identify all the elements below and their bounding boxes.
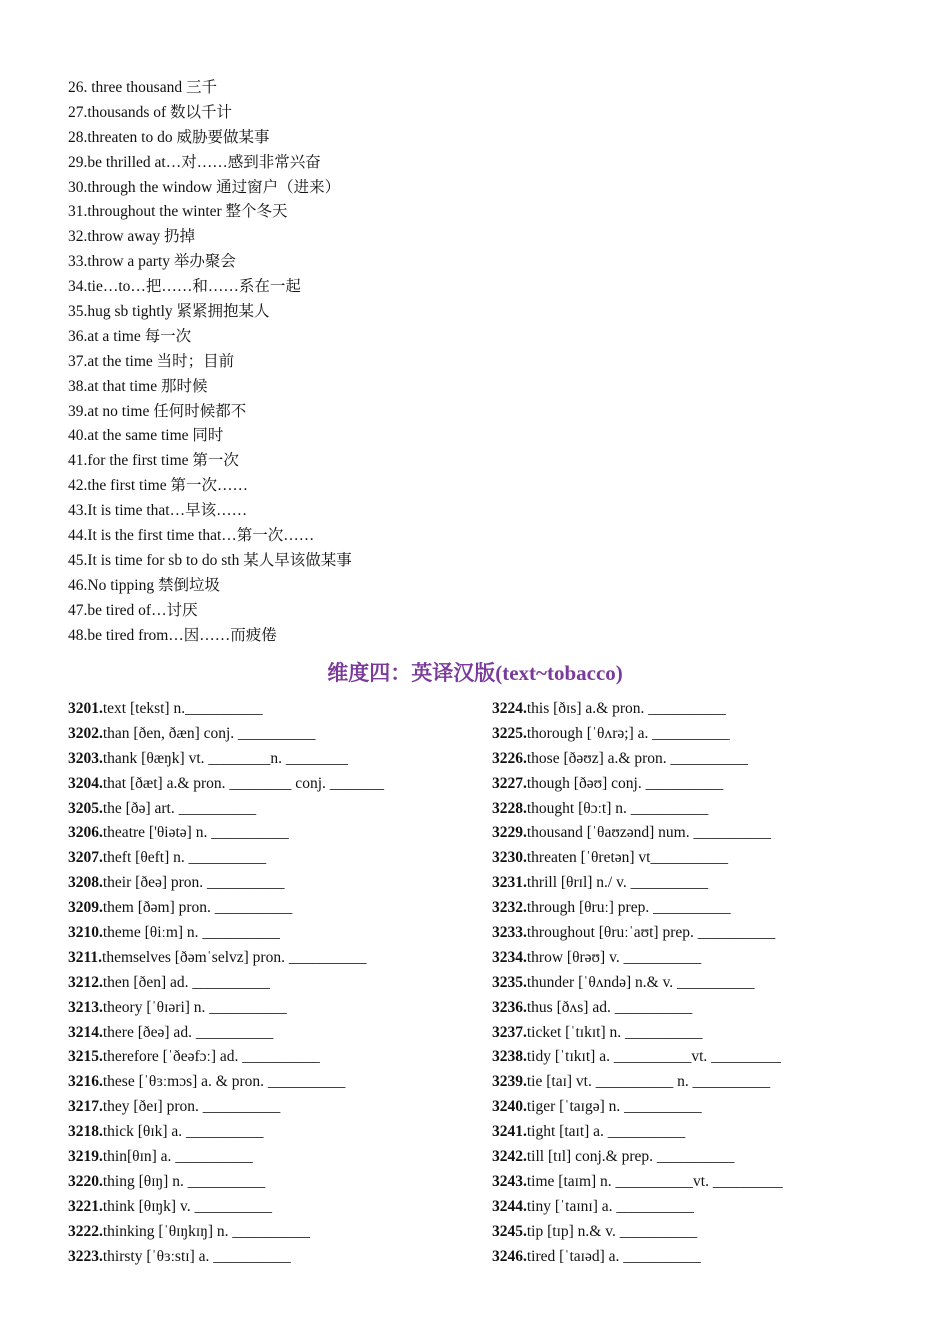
vocab-entry: their [ðeə] pron. __________ — [102, 874, 285, 892]
vocab-number: 3207. — [68, 849, 103, 867]
vocab-number: 3202. — [68, 724, 103, 742]
phrase-item: 26. three thousand 三千 — [68, 79, 217, 96]
vocab-entry: thorough [ˈθʌrə;] a. __________ — [526, 724, 730, 742]
vocab-number: 3214. — [68, 1023, 103, 1041]
vocab-entry: thunder [ˈθʌndə] n.& v. __________ — [526, 973, 755, 991]
vocab-entry: theme [θiːm] n. __________ — [102, 924, 280, 942]
vocab-entry: thin[θɪn] a. __________ — [102, 1148, 253, 1166]
vocab-item — [68, 1145, 384, 1170]
phrase-item: 44.It is the first time that…第一次…… — [68, 527, 315, 545]
vocab-list-right — [492, 697, 783, 1269]
vocab-entry: there [ðeə] ad. __________ — [102, 1023, 274, 1041]
vocab-number: 3238. — [492, 1048, 527, 1066]
vocab-entry: theft [θeft] n. __________ — [102, 849, 267, 867]
vocab-item — [68, 747, 384, 772]
vocab-entry: then [ðen] ad. __________ — [102, 973, 270, 991]
vocab-item — [492, 1195, 783, 1220]
vocab-number: 3228. — [492, 799, 527, 817]
vocab-entry: theatre ['θiətə] n. __________ — [102, 824, 289, 842]
vocab-item — [68, 722, 384, 747]
vocab-number: 3206. — [68, 824, 103, 842]
vocab-entry: this [ðɪs] a.& pron. __________ — [526, 700, 726, 717]
vocab-entry: these [ˈθɜːmɔs] a. & pron. __________ — [102, 1073, 346, 1091]
vocab-item — [68, 821, 384, 846]
vocab-number: 3230. — [492, 849, 527, 867]
phrase-item: 35.hug sb tightly 紧紧拥抱某人 — [68, 303, 270, 321]
vocab-number: 3219. — [68, 1148, 103, 1166]
vocab-entry: ticket [ˈtɪkɪt] n. __________ — [526, 1023, 703, 1041]
vocab-number: 3245. — [492, 1222, 527, 1240]
vocab-item — [68, 1170, 384, 1195]
phrase-item: 36.at a time 每一次 — [68, 327, 192, 345]
section-title: 维度四：英译汉版(text~tobacco) — [327, 661, 623, 685]
vocab-item — [68, 1070, 384, 1095]
vocab-item — [492, 772, 783, 797]
vocab-item — [492, 996, 783, 1021]
vocab-item — [492, 921, 783, 946]
phrase-item: 41.for the first time 第一次 — [68, 452, 239, 470]
vocab-entry: throw [θrəʊ] v. __________ — [526, 948, 702, 966]
vocab-number: 3223. — [68, 1247, 103, 1265]
vocab-entry: tip [tɪp] n.& v. __________ — [526, 1222, 698, 1240]
vocab-item — [492, 1145, 783, 1170]
vocab-number: 3208. — [68, 874, 103, 892]
vocab-number: 3220. — [68, 1172, 103, 1190]
vocab-entry: text [tekst] n.__________ — [102, 700, 263, 717]
vocab-item — [492, 1095, 783, 1120]
phrase-item: 37.at the time 当时；目前 — [68, 352, 235, 370]
vocab-entry: tiger [ˈtaɪgə] n. __________ — [526, 1098, 702, 1116]
vocab-item — [492, 971, 783, 996]
vocab-list-left — [68, 697, 384, 1269]
vocab-number: 3218. — [68, 1123, 103, 1141]
vocab-entry: theory [ˈθɪəri] n. __________ — [102, 998, 287, 1016]
vocab-item — [68, 697, 384, 722]
phrase-item: 31.throughout the winter 整个冬天 — [68, 203, 288, 221]
vocab-number: 3224. — [492, 700, 527, 717]
phrase-item: 46.No tipping 禁倒垃圾 — [68, 576, 220, 594]
vocab-number: 3244. — [492, 1197, 527, 1215]
vocab-item — [492, 846, 783, 871]
phrase-item: 29.be thrilled at…对……感到非常兴奋 — [68, 153, 321, 171]
vocab-number: 3233. — [492, 924, 527, 942]
vocab-number: 3239. — [492, 1073, 527, 1091]
vocab-number: 3226. — [492, 749, 527, 767]
vocab-entry: thought [θɔːt] n. __________ — [526, 799, 709, 817]
vocab-entry: thus [ðʌs] ad. __________ — [526, 998, 693, 1016]
vocab-item — [492, 1170, 783, 1195]
vocab-entry: tight [taɪt] a. __________ — [526, 1123, 686, 1141]
vocab-item — [68, 1245, 384, 1270]
vocab-entry: tired [ˈtaɪəd] a. __________ — [526, 1247, 701, 1265]
vocab-number: 3225. — [492, 724, 527, 742]
vocab-item — [68, 896, 384, 921]
vocab-number: 3213. — [68, 998, 103, 1016]
vocab-entry: thirsty [ˈθɜːstɪ] a. __________ — [102, 1247, 291, 1265]
vocab-number: 3231. — [492, 874, 527, 892]
vocab-number: 3227. — [492, 774, 527, 792]
vocab-number: 3240. — [492, 1098, 527, 1116]
phrase-item: 30.through the window 通过窗户（进来） — [68, 178, 341, 196]
vocab-item — [68, 846, 384, 871]
vocab-item — [68, 1021, 384, 1046]
vocab-entry: thank [θæŋk] vt. ________n. ________ — [102, 749, 348, 767]
vocab-number: 3242. — [492, 1148, 527, 1166]
vocab-entry: therefore [ˈðeəfɔː] ad. __________ — [102, 1048, 320, 1066]
vocab-number: 3217. — [68, 1098, 103, 1116]
vocab-number: 3234. — [492, 948, 527, 966]
vocab-item — [68, 871, 384, 896]
vocab-item — [492, 797, 783, 822]
vocab-item — [68, 971, 384, 996]
vocab-number: 3222. — [68, 1222, 103, 1240]
phrase-list — [68, 76, 352, 648]
phrase-item: 28.threaten to do 威胁要做某事 — [68, 128, 270, 146]
vocab-item — [68, 1195, 384, 1220]
vocab-number: 3221. — [68, 1197, 103, 1215]
vocab-entry: tidy [ˈtɪkɪt] a. __________vt. _________ — [526, 1048, 781, 1066]
vocab-entry: them [ðəm] pron. __________ — [102, 899, 293, 917]
vocab-number: 3237. — [492, 1023, 527, 1041]
vocab-item — [68, 946, 384, 971]
vocab-entry: thing [θɪŋ] n. __________ — [102, 1172, 266, 1190]
vocab-item — [492, 946, 783, 971]
vocab-item — [492, 722, 783, 747]
vocab-entry: thick [θɪk] a. __________ — [102, 1123, 264, 1141]
vocab-item — [68, 797, 384, 822]
vocab-number: 3204. — [68, 774, 103, 792]
phrase-item: 33.throw a party 举办聚会 — [68, 253, 236, 271]
vocab-entry: though [ðəʊ] conj. __________ — [526, 774, 724, 792]
vocab-number: 3203. — [68, 749, 103, 767]
vocab-entry: they [ðeɪ] pron. __________ — [102, 1098, 281, 1116]
vocab-entry: tiny [ˈtaɪnɪ] a. __________ — [526, 1197, 694, 1215]
vocab-number: 3243. — [492, 1172, 527, 1190]
phrase-item: 43.It is time that…早该…… — [68, 502, 248, 520]
phrase-item: 38.at that time 那时候 — [68, 377, 208, 395]
vocab-entry: thrill [θrɪl] n./ v. __________ — [526, 874, 709, 892]
vocab-item — [492, 896, 783, 921]
vocab-entry: threaten [ˈθretən] vt__________ — [526, 849, 728, 867]
vocab-number: 3235. — [492, 973, 527, 991]
vocab-item — [68, 1095, 384, 1120]
vocab-item — [492, 1220, 783, 1245]
vocab-entry: that [ðæt] a.& pron. ________ conj. _______ — [102, 774, 384, 792]
vocab-item — [68, 1120, 384, 1145]
vocab-number: 3201. — [68, 700, 103, 717]
vocab-number: 3236. — [492, 998, 527, 1016]
phrase-item: 42.the first time 第一次…… — [68, 477, 248, 495]
vocab-number: 3246. — [492, 1247, 527, 1265]
vocab-number: 3241. — [492, 1123, 527, 1141]
vocab-item — [492, 697, 783, 722]
vocab-item — [492, 821, 783, 846]
vocab-number: 3229. — [492, 824, 527, 842]
vocab-item — [492, 1045, 783, 1070]
vocab-entry: thinking [ˈθɪŋkɪŋ] n. __________ — [102, 1222, 310, 1240]
vocab-item — [68, 996, 384, 1021]
vocab-number: 3211. — [68, 948, 103, 966]
vocab-item — [492, 1070, 783, 1095]
phrase-item: 45.It is time for sb to do sth 某人早该做某事 — [68, 551, 352, 569]
phrase-item: 34.tie…to…把……和……系在一起 — [68, 278, 301, 296]
vocab-entry: till [tɪl] conj.& prep. __________ — [526, 1148, 735, 1166]
vocab-entry: time [taɪm] n. __________vt. _________ — [526, 1172, 783, 1190]
vocab-item — [492, 1021, 783, 1046]
vocab-item — [68, 1045, 384, 1070]
vocab-item — [492, 1245, 783, 1270]
vocab-number: 3216. — [68, 1073, 103, 1091]
vocab-entry: than [ðen, ðæn] conj. __________ — [102, 724, 316, 742]
vocab-number: 3232. — [492, 899, 527, 917]
vocab-number: 3209. — [68, 899, 103, 917]
vocab-item — [68, 772, 384, 797]
vocab-entry: tie [taɪ] vt. __________ n. __________ — [526, 1073, 771, 1091]
phrase-item: 47.be tired of…讨厌 — [68, 601, 198, 619]
vocab-item — [492, 1120, 783, 1145]
vocab-number: 3212. — [68, 973, 103, 991]
vocab-entry: think [θɪŋk] v. __________ — [102, 1197, 272, 1215]
vocab-item — [492, 871, 783, 896]
vocab-entry: themselves [ðəmˈselvz] pron. __________ — [102, 948, 367, 966]
vocab-item — [68, 921, 384, 946]
phrase-item: 40.at the same time 同时 — [68, 427, 224, 445]
vocab-entry: throughout [θruːˈaʊt] prep. __________ — [526, 924, 776, 942]
vocab-number: 3205. — [68, 799, 103, 817]
vocab-number: 3210. — [68, 924, 103, 942]
vocab-entry: the [ðə] art. __________ — [102, 799, 257, 817]
phrase-item: 27.thousands of 数以千计 — [68, 103, 233, 121]
vocab-item — [68, 1220, 384, 1245]
vocab-number: 3215. — [68, 1048, 103, 1066]
phrase-item: 48.be tired from…因……而疲倦 — [68, 626, 277, 644]
phrase-item: 32.throw away 扔掉 — [68, 228, 195, 246]
vocab-entry: through [θruː] prep. __________ — [526, 899, 731, 917]
phrase-item: 39.at no time 任何时候都不 — [68, 402, 247, 420]
vocab-entry: thousand [ˈθaʊzənd] num. __________ — [526, 824, 771, 842]
vocab-item — [492, 747, 783, 772]
vocab-entry: those [ðəʊz] a.& pron. __________ — [526, 749, 749, 767]
